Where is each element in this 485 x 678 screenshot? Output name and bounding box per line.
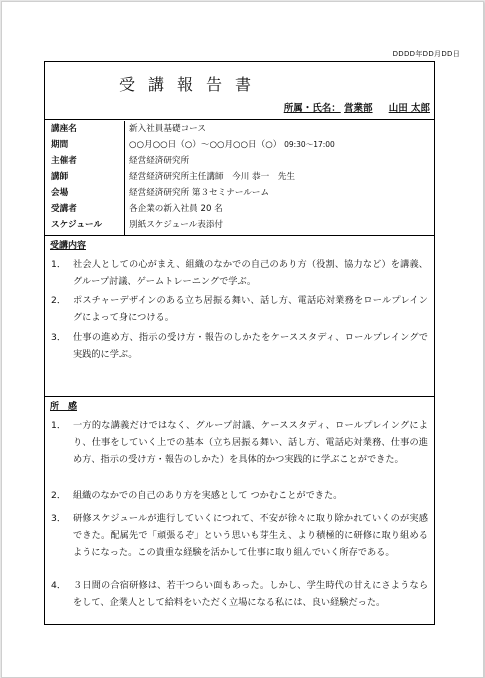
info-label: 主催者 — [51, 156, 77, 166]
info-label: 講座名 — [51, 124, 77, 134]
info-label: 受講者 — [51, 204, 77, 214]
info-row-course — [45, 121, 434, 137]
department: 営業部 — [344, 103, 373, 114]
document-page — [1, 1, 484, 678]
divider — [45, 396, 434, 397]
info-value: 各企業の新入社員 20 名 — [129, 204, 223, 214]
divider — [45, 119, 434, 120]
info-value: 新入社員基礎コース — [129, 124, 206, 134]
info-row-organizer — [45, 153, 434, 169]
info-value: 経営経済研究所 — [129, 156, 190, 166]
report-form: 受講報告書 所属・氏名： 営業部 山田 太郎 講座名 新入社員基礎コース 期間 ○○月○○日（○）～○○月○○日（○） 09:30～17:00 主催者 経営経済研究所 講師 経営経済研究所主任講師 今川 恭一 先生 会場 経営経済研究所 第３セミナールーム 受講者 各企業の新入社員 20 名 スケジュール 別紙スケジュール表添付 受講内容 1． 社会人としての心がまえ、組織のなかでの自己のあり方（役割、協力など）を講義、グループ討議、ゲームトレーニングで学ぶ。 2． ポスチャーデザインのある立ち居振る舞い、話し方、電話応対業務をロールプレイングによって身につける。 3． 仕事の進め方、指示の受け方・報告のしかたをケーススタディ、ロールプレイングで実践的に学ぶ。 所 感 1． 一方的な講義だけではなく、グループ討議、ケーススタディ、ロールプレイングにより、仕事をしていく上での基本（立ち居振る舞い、話し方、電話応対業務、仕事の進め方、指示の受け方・報告のしかた）を具体的かつ実践的に学ぶことができた。 2． 組織のなかでの自己のあり方を実感として つかむことができた。 3． 研修スケジュールが進行していくにつれて、不安が徐々に取り除かれていくのが実感できた。配属先で「頑張るぞ」という思いも芽生え、より積極的に研修に取り組めるようになった。この貴重な経験を活かして仕事に取り組んでいく所存である。 4． ３日間の合宿研修は、若干つらい面もあった。しかし、学生時代の甘えにさようならをして、企業人として給料をいただく立場になる私には、良い経験だった。 — [44, 61, 435, 625]
info-row-lecturer — [45, 169, 434, 185]
affiliation-line — [284, 100, 430, 114]
info-label: 会場 — [51, 188, 69, 198]
impression-heading: 所 感 — [50, 402, 78, 412]
report-date: DDDD年DD月DD日 — [392, 50, 460, 58]
content-heading: 受講内容 — [50, 241, 87, 251]
column-divider — [124, 121, 125, 236]
info-label: スケジュール — [51, 220, 103, 230]
report-title: 受講報告書 — [119, 75, 265, 94]
info-value: ○○月○○日（○）～○○月○○日（○） 09:30～17:00 — [129, 140, 335, 150]
info-time: 09:30～17:00 — [284, 140, 335, 149]
info-row-attendees — [45, 201, 434, 217]
info-row-venue — [45, 185, 434, 201]
info-value: 経営経済研究所 第３セミナールーム — [129, 188, 270, 198]
info-value: 別紙スケジュール表添付 — [129, 220, 224, 230]
affiliation-label: 所属・氏名： — [283, 103, 341, 114]
info-value: 経営経済研究所主任講師 今川 恭一 先生 — [129, 172, 296, 182]
divider — [45, 235, 434, 236]
info-label: 期間 — [51, 140, 69, 150]
info-row-schedule — [45, 217, 434, 233]
info-row-period — [45, 137, 434, 153]
person-name: 山田 太郎 — [388, 103, 430, 114]
info-label: 講師 — [51, 172, 69, 182]
